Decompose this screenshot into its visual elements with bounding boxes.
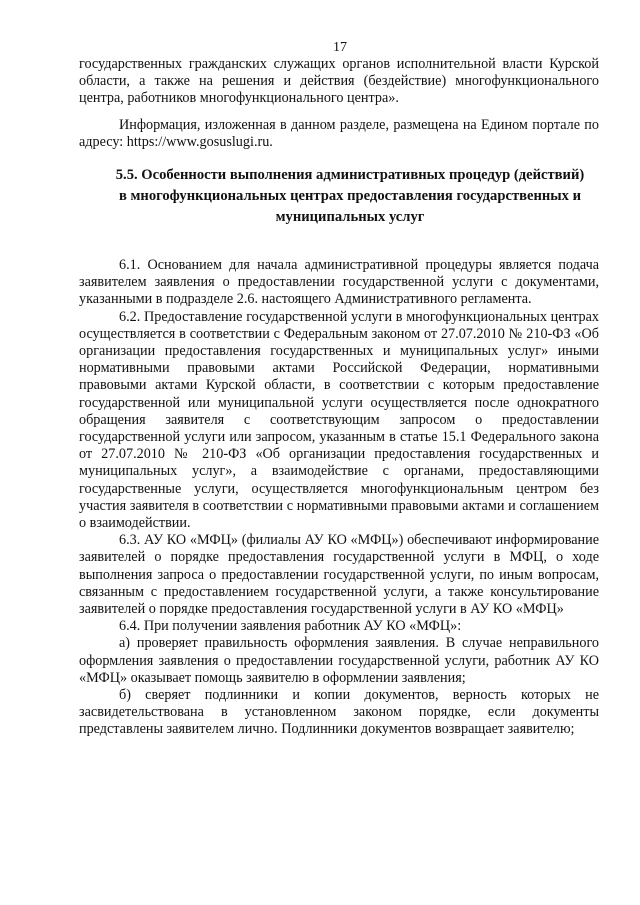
body-text bbox=[79, 257, 599, 739]
paragraph-6-4: 6.4. При получении заявления работник АУ КО «МФЦ»: bbox=[119, 618, 462, 635]
top-paragraph bbox=[79, 56, 599, 108]
paragraph-continuation: государственных гражданских служащих органов исполнительной власти Курской области, а также на решения и действия (бездействие) многофункционального центра, работников многофункционального центра». bbox=[79, 56, 599, 107]
section-heading: 5.5. Особенности выполнения административных процедур (действий) в многофункциональных центрах предоставления государственных и муниципальных услуг bbox=[115, 167, 585, 225]
paragraph-6-1: 6.1. Основанием для начала административной процедуры является подача заявителем заявления о предоставлении государственной услуги с документами, указанными в подразделе 2.6. настоящего Административного регламента. bbox=[79, 257, 599, 308]
paragraph-6-4-b: б) сверяет подлинники и копии документов, верность которых не засвидетельствована в установленном законом порядке, если документы представлены заявителем лично. Подлинники документов возвращает заявителю; bbox=[79, 687, 599, 738]
info-paragraph: Информация, изложенная в данном разделе, размещена на Едином портале по адресу: https://www.gosuslugi.ru. bbox=[79, 117, 599, 151]
info-block bbox=[79, 117, 599, 151]
page-number: 17 bbox=[333, 40, 347, 55]
paragraph-6-2: 6.2. Предоставление государственной услуги в многофункциональных центрах осуществляется в соответствии с Федеральным законом от 27.07.2010 № 210-ФЗ «Об организации предоставления государственных и муниципальных услуг» иными нормативными правовыми актами Российской Федерации, нормативными правовыми актами Курской области, в соответствии с которым предоставление государственной или муниципальной услуги осуществляется после однократного обращения заявителя с соответствующим запросом о предоставлении государственной услуги или запросом, указанным в статье 15.1 Федерального закона от 27.07.2010 № 210-ФЗ «Об организации предоставления государственных и муниципальных услуг», а взаимодействие с органами, предоставляющими государственные услуги, осуществляется многофункциональным центром без участия заявителя в соответствии с нормативными правовыми актами и соглашением о взаимодействии. bbox=[79, 308, 599, 532]
paragraph-6-4-a: а) проверяет правильность оформления заявления. В случае неправильного оформления заявления о предоставлении государственной услуги, работник АУ КО «МФЦ» оказывает помощь заявителю в оформлении заявления; bbox=[79, 635, 599, 686]
paragraph-6-3: 6.3. АУ КО «МФЦ» (филиалы АУ КО «МФЦ») обеспечивают информирование заявителей о порядке предоставления государственной услуги в МФЦ, о ходе выполнения запроса о предоставлении государственной услуги, по иным вопросам, связанным с предоставлением государственной услуги, а также консультирование заявителей о порядке предоставления государственной услуги в АУ КО «МФЦ» bbox=[79, 532, 599, 618]
